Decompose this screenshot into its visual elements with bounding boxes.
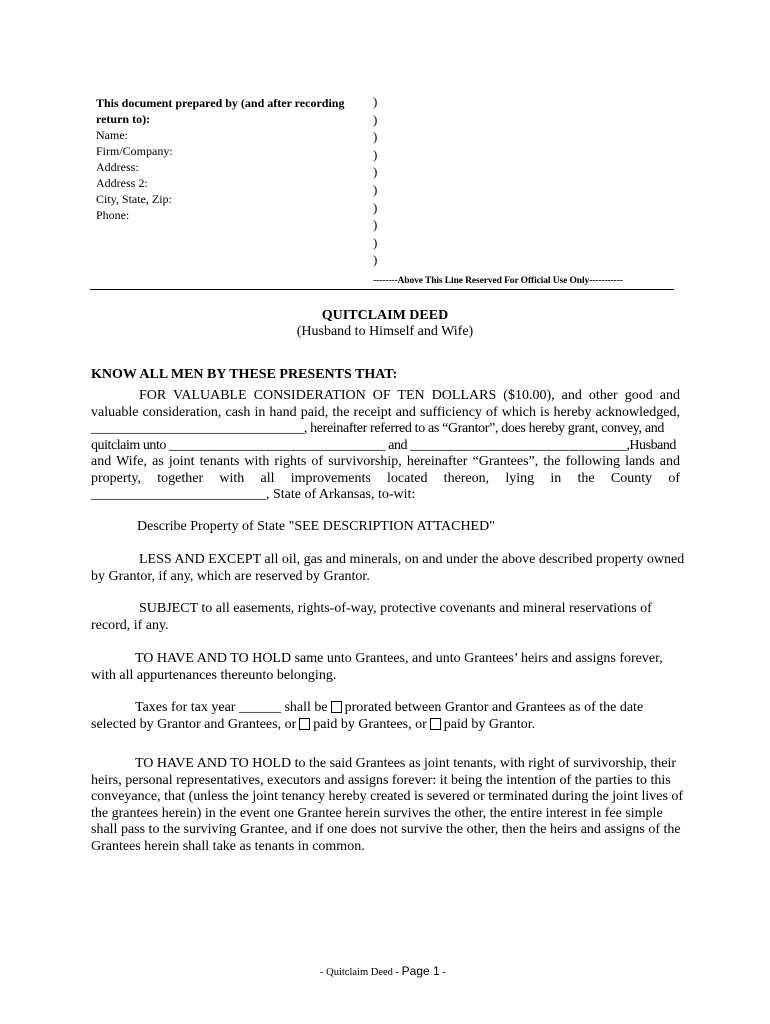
footer-prefix: - Quitclaim Deed -: [320, 967, 402, 978]
grantee-blank-2: _________________________________: [410, 437, 627, 453]
consideration-paragraph: [91, 388, 680, 504]
page-number: Page 1: [401, 964, 440, 978]
taxes-text: Taxes for tax year ______ shall be: [135, 700, 328, 715]
grantor-line: [91, 421, 680, 438]
joint-tenancy-line: the grantees herein) in the event one Grantee herein survives the other, the entire interest in fee simple: [91, 805, 663, 821]
subject-to-paragraph: [91, 601, 680, 634]
paren-mark: ): [373, 94, 378, 109]
joint-tenancy-line: TO HAVE AND TO HOLD to the said Grantees as joint tenants, with right of survivorship, their: [135, 756, 677, 771]
joint-tenancy-line: conveyance, that (unless the joint tenancy hereby created is severed or terminated during the joint lives of: [91, 789, 684, 804]
taxes-line: [91, 700, 680, 717]
paren-mark: ): [373, 181, 378, 197]
county-line: [91, 487, 680, 504]
official-use-notice: --------Above This Line Reserved For Official Use Only-----------: [373, 276, 623, 286]
taxes-text: paid by Grantor.: [443, 716, 536, 732]
taxes-line: [91, 717, 680, 734]
consideration-line: property, together with all improvements located thereon, lying in the County of: [91, 470, 680, 486]
describe-property-text: Describe Property of State "SEE DESCRIPTION ATTACHED": [137, 519, 495, 534]
grantor-blank: ________________________________: [91, 421, 304, 436]
page-footer: [320, 964, 446, 978]
consideration-line: and Wife, as joint tenants with rights of survivorship, hereinafter “Grantees”, the following lands and: [91, 454, 680, 469]
parenthesis-column: [373, 93, 385, 269]
grantor-text: , hereinafter referred to as “Grantor”, does hereby grant, convey, and: [303, 421, 664, 436]
name-label: Name:: [96, 128, 128, 142]
taxes-paragraph: [91, 700, 680, 733]
paid-by-grantees-checkbox[interactable]: [299, 718, 310, 730]
subject-to-line: SUBJECT to all easements, rights-of-way, protective covenants and mineral reservations of: [139, 601, 652, 616]
and-text: and: [385, 437, 411, 453]
paid-by-grantor-checkbox[interactable]: [430, 718, 441, 730]
address2-label: Address 2:: [96, 176, 148, 190]
prepared-by-heading-line2: return to):: [96, 112, 151, 126]
firm-label: Firm/Company:: [96, 144, 173, 158]
have-hold-paragraph: [91, 651, 680, 684]
paren-mark: ): [373, 199, 378, 215]
have-hold-line: with all appurtenances thereunto belonging.: [91, 667, 337, 683]
taxes-text: selected by Grantor and Grantees, or: [91, 716, 297, 732]
joint-tenancy-line: shall pass to the surviving Grantee, and if one does not survive the other, then the heirs and assigns of the: [91, 822, 681, 837]
paren-mark: ): [373, 234, 378, 250]
joint-tenancy-line: heirs, personal representatives, executors and assigns forever: it being the intention of the parties to this: [91, 772, 671, 788]
less-except-line: by Grantor, if any, which are reserved by Grantor.: [91, 568, 370, 584]
paren-mark: ): [373, 164, 378, 180]
document-subtitle: (Husband to Himself and Wife): [296, 324, 474, 339]
official-use-divider: [90, 289, 674, 290]
subject-to-line: record, if any.: [91, 617, 169, 633]
taxes-text: paid by Grantees, or: [313, 716, 427, 732]
footer-suffix: -: [439, 967, 446, 978]
less-except-line: LESS AND EXCEPT all oil, gas and minerals, on and under the above described property owned: [139, 552, 685, 567]
document-title: QUITCLAIM DEED: [321, 308, 449, 323]
quitclaim-unto-text: quitclaim unto: [91, 437, 170, 453]
paren-mark: ): [373, 146, 378, 162]
county-text: , State of Arkansas, to-wit:: [266, 487, 416, 502]
paren-mark: ): [373, 111, 378, 127]
paren-mark: ): [373, 217, 378, 233]
husband-text: ,Husband: [626, 437, 676, 453]
phone-label: Phone:: [96, 208, 130, 222]
paren-mark: ): [373, 129, 378, 145]
prepared-by-heading-line1: This document prepared by (and after recording: [96, 96, 345, 110]
less-except-paragraph: [91, 552, 685, 585]
know-all-heading: KNOW ALL MEN BY THESE PRESENTS THAT:: [91, 367, 398, 382]
consideration-line: valuable consideration, cash in hand paid, the receipt and sufficiency of which is hereby acknowledged,: [91, 404, 680, 420]
prorated-checkbox[interactable]: [331, 701, 342, 713]
taxes-text: prorated between Grantor and Grantees as of the date: [344, 700, 644, 715]
county-blank: _________________________: [91, 487, 266, 502]
address-label: Address:: [96, 160, 139, 174]
prepared-by-block: [96, 95, 366, 223]
grantee-blank-1: _________________________________: [169, 437, 386, 453]
joint-tenancy-paragraph: [91, 756, 684, 855]
consideration-line: FOR VALUABLE CONSIDERATION OF TEN DOLLARS ($10.00), and other good and: [139, 388, 680, 403]
joint-tenancy-line: Grantees herein shall take as tenants in common.: [91, 838, 365, 854]
paren-mark: ): [373, 252, 378, 268]
grantee-line: [91, 438, 680, 455]
have-hold-line: TO HAVE AND TO HOLD same unto Grantees, and unto Grantees’ heirs and assigns forever,: [135, 651, 663, 666]
city-state-zip-label: City, State, Zip:: [96, 192, 172, 206]
